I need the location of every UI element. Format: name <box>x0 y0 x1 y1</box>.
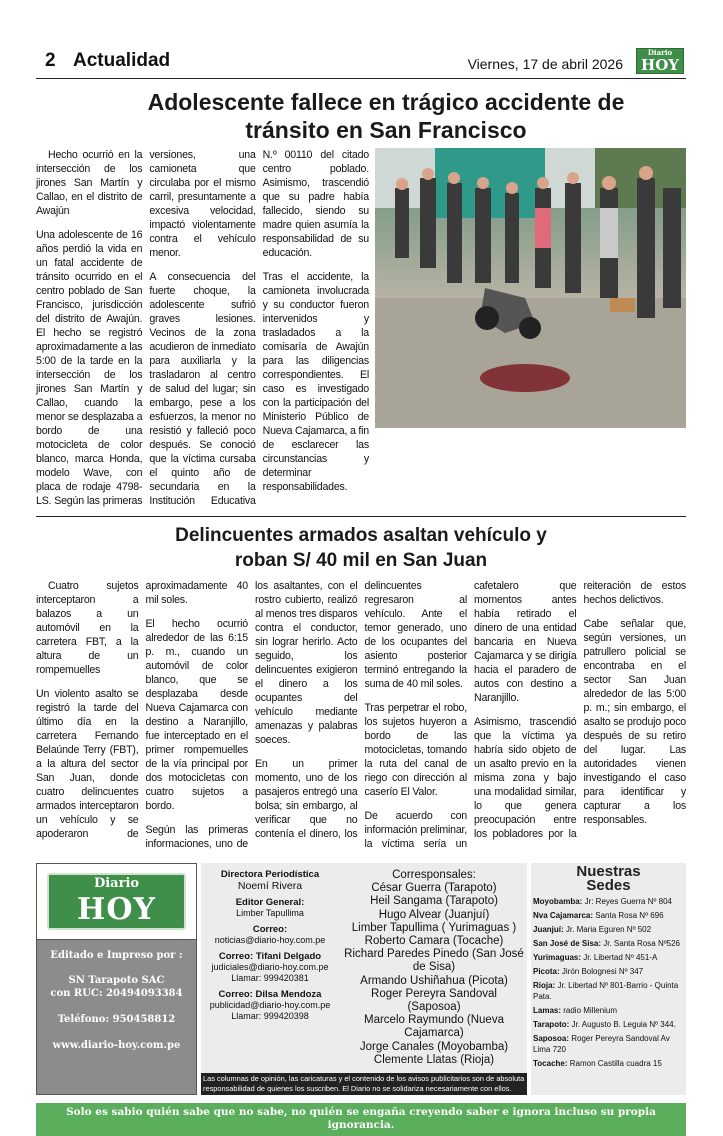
issue-date: Viernes, 17 de abril 2026 <box>467 56 623 72</box>
header-divider <box>36 78 686 79</box>
disclaimer: Las columnas de opinión, las caricaturas y el contenido de los avisos publicitarios son de absoluta responsabilidad de quienes los suscriben. El Diario no se solidariza necesariamente con ellos. <box>201 1073 527 1095</box>
section-title: Actualidad <box>73 50 171 71</box>
company-website[interactable]: www.diario-hoy.com.pe <box>52 1040 181 1051</box>
edited-label: Editado e Impreso por : <box>50 950 183 961</box>
editor-label: Editor General: <box>235 897 305 908</box>
correspondent-name: Limber Tapullima ( Yurimaguas ) <box>351 921 517 934</box>
correspondent-name: Jorge Canales (Moyobamba) <box>359 1040 509 1053</box>
sedes-title-1: Nuestras <box>576 863 641 880</box>
director-name: Noemí Rivera <box>237 880 303 892</box>
sede-city: Yurimaguas: <box>533 953 582 962</box>
article2-title: Delincuentes armados asaltan vehículo y roban S/ 40 mil en San Juan <box>175 525 547 571</box>
staff-list <box>201 869 339 1067</box>
sede-item <box>533 966 684 977</box>
article-lead: Cuatro sujetos interceptaron a balazos a un automóvil en la carretera FBT, a la altura de un rompemuelles <box>36 580 139 676</box>
correspondent-name: Roberto Camara (Tocache) <box>364 935 504 948</box>
article1-title: Adolescente fallece en trágico accidente de tránsito en San Francisco <box>147 89 625 143</box>
sede-city: Juanjuí: <box>533 925 564 934</box>
correspondent-name: Richard Paredes Pinedo (San José de Sisa) <box>344 948 524 974</box>
accident-photo <box>375 148 686 428</box>
sede-city: Saposoa: <box>533 1034 570 1043</box>
email-label: Correo: <box>252 924 288 935</box>
article-paragraph: A consecuencia del fuerte choque, la adolescente sufrió graves lesiones. Vecinos de la zona acudieron de inmediato para auxiliarla y la trasladaron al centro de salud del lugar; sin embargo, pese a los esfuerzos, la menor no resistió y falleció poco después. Se conoció que la víctima cursaba el quinto año de secundaria en la Institución Educativa N.º 00110 del citado centro poblado. Asimismo, trascendió que su padre había fallecido, siendo su madre quien asumía la responsabilidad de su educación. <box>149 149 369 507</box>
article-paragraph: Una adolescente de 16 años perdió la vida en un fatal accidente de tránsito ocurrido en el centro poblado de San Francisco, jurisdicción del distrito de Awajún. El hecho se registró aproximadamente a las 5:00 de la tarde en la intersección de los jirones San Martín y Callao, cuando la menor se desplazaba a bordo de una motocicleta de color blanco, marca Honda, modelo Wave, con placa de rodaje 4798-LS. Según las primeras versiones, una camioneta que circulaba por el mismo carril, presuntamente a excesiva velocidad, impactó violentamente contra el vehículo menor. <box>36 149 256 507</box>
masthead-logo <box>37 864 196 940</box>
sede-city: Rioja: <box>533 981 556 990</box>
sede-item <box>533 952 684 963</box>
article-paragraph: El hecho ocurrió alrededor de las 6:15 p. m., cuando un automóvil de color blanco, que se desplazaba desde Nueva Cajamarca con destino a Naranjillo, fue interceptado en el primer rompemuelles de la vía principal por dos motocicletas con cuatro sujetos a bordo. <box>145 618 248 812</box>
footer-boxes <box>36 863 686 1095</box>
masthead-logo-main: HOY <box>77 892 156 927</box>
header-logo-main: HOY <box>641 56 679 74</box>
sede-item <box>533 910 684 921</box>
sede-address: Jr. Santa Rosa Nº526 <box>601 939 680 948</box>
sede-item <box>533 1033 684 1055</box>
header-logo-top: Diario <box>647 48 673 57</box>
editor-name: Limber Tapullima <box>236 908 304 918</box>
sedes-list <box>533 896 684 1069</box>
sede-item <box>533 924 684 935</box>
page-content <box>36 88 686 1136</box>
article-paragraph: Tras perpetrar el robo, los sujetos huyeron a bordo de las motocicletas, tomando la ruta del canal de riego con dirección al caserío El Valor. <box>364 702 467 798</box>
correspondent-name: Armando Ushiñahua (Picota) <box>360 974 508 987</box>
header-logo <box>636 48 684 74</box>
sede-address: Ramon Castilla cuadra 15 <box>567 1059 662 1068</box>
director-label: Directora Periodística <box>220 869 320 880</box>
sede-address: Jr. Maria Eguren Nº 502 <box>563 925 652 934</box>
correspondent-name: César Guerra (Tarapoto) <box>371 882 497 895</box>
sede-city: San José de Sisa: <box>533 939 602 948</box>
page-number: 2 <box>45 50 56 71</box>
company-phone: Teléfono: 950458812 <box>57 1014 176 1025</box>
correspondent-name: Clemente Llatas (Rioja) <box>373 1053 495 1066</box>
sedes-title-2: Sedes <box>586 877 631 894</box>
sede-item <box>533 938 684 949</box>
sede-item <box>533 1005 684 1016</box>
article-paragraph: Un violento asalto se registró la tarde del último día en la carretera Fernando Belaúnde Terry (FBT), a la altura del sector San Juan, donde cuatro delincuentes armados interceptaron un vehículo y se apoderaron de aproximadamente 40 mil soles. <box>36 580 248 840</box>
article-paragraph: Tras el accidente, la camioneta involucrada y su conductor fueron intervenidos y trasladados a la comisaría de Awajún para las diligencias correspondientes. El caso es investigado con la participación del Ministerio Público de Nueva Cajamarca, a fin de esclarecer las circunstancias y determinar responsabilidades. <box>262 271 369 493</box>
sede-item <box>533 980 684 1002</box>
article2-body <box>36 579 686 851</box>
phone-judicial: Llamar: 999420381 <box>231 973 309 983</box>
sede-city: Picota: <box>533 967 560 976</box>
email-news[interactable]: noticias@diario-hoy.com.pe <box>214 935 326 945</box>
sede-city: Lamas: <box>533 1006 562 1015</box>
sede-address: Jr. Libertad Nº 451-A <box>581 953 658 962</box>
company-name: SN Tarapoto SAC <box>68 975 165 986</box>
article-paragraph: De acuerdo con información preliminar, la víctima sería un cafetalero que momentos antes había retirado el dinero de una entidad bancaria en Nueva Cajamarca y se dirigía hacia el paradero de autos con destino a Naranjillo. <box>364 580 577 850</box>
sede-city: Tarapoto: <box>533 1020 570 1029</box>
correspondent-name: Hugo Alvear (Juanjuí) <box>378 908 490 921</box>
article-lead: Hecho ocurrió en la intersección de los jirones San Martín y Callao, en el distrito de Awajún <box>36 149 143 217</box>
sede-city: Nva Cajamarca: <box>533 911 594 920</box>
sede-address: radio Millenium <box>561 1006 618 1015</box>
sede-address: Jr: Reyes Guerra Nº 804 <box>582 897 672 906</box>
email-judicial[interactable]: judiciales@diario-hoy.com.pe <box>211 962 329 972</box>
article-paragraph: Asimismo, trascendió que la víctima ya habría sido objeto de un asalto previo en la misma zona y bajo una modalidad similar, lo que genera preocupación entre los pobladores por la reiteración de estos hechos delictivos. <box>474 580 686 840</box>
section-divider <box>36 516 686 517</box>
correspondents <box>343 869 525 1067</box>
sede-address: Roger Pereyra Sandoval Av Lima 720 <box>533 1034 670 1054</box>
sede-item <box>533 1019 684 1030</box>
article1 <box>36 148 686 508</box>
sede-item <box>533 896 684 907</box>
correspondents-list <box>343 882 525 1067</box>
sede-address: Jr. Augusto B. Leguia Nº 344. <box>569 1020 676 1029</box>
correspondent-name: Marcelo Raymundo (Nueva Cajamarca) <box>364 1014 504 1040</box>
staff-box <box>201 863 527 1095</box>
correspondent-name: Heil Sangama (Tarapoto) <box>370 895 498 908</box>
sede-city: Moyobamba: <box>533 897 583 906</box>
sede-city: Tocache: <box>533 1059 568 1068</box>
sede-address: Jr. Libertad Nº 801-Barrio - Quinta Pata. <box>533 981 679 1001</box>
article-paragraph: Cabe señalar que, según versiones, un patrullero policial se encontraba en el sector San Juan alrededor de las 5:00 p. m.; sin embargo, el asalto se produjo poco después de su retiro del lugar. Las autoridades vienen investigando el caso para identificar y capturar a los responsables. <box>583 618 686 826</box>
correspondent-name: Roger Pereyra Sandoval (Saposoa) <box>371 987 497 1014</box>
masthead-box <box>36 863 197 1095</box>
sedes-box <box>531 863 686 1095</box>
article1-body <box>36 148 369 508</box>
footer-quote: Solo es sabio quién sabe que no sabe, no quién se engaña creyendo saber e ignora incluso su propia ignorancia. <box>36 1103 686 1136</box>
sede-address: Santa Rosa Nº 696 <box>593 911 664 920</box>
masthead-logo-top: Diario <box>93 876 140 891</box>
phone-ads: Llamar: 999420398 <box>231 1011 309 1021</box>
correspondents-label: Corresponsales: <box>392 869 476 881</box>
sede-item <box>533 1058 684 1069</box>
article-paragraph: En un primer momento, uno de los pasajeros entregó una bolsa; sin embargo, al verificar que no contenía el dinero, los delincuentes regresaron al vehículo. Ante el temor generado, uno de los ocupantes del asiento posterior terminó entregando la suma de 40 mil soles. <box>255 580 467 840</box>
article-paragraph: Según las primeras informaciones, uno de los asaltantes, con el rostro cubierto, realizó al menos tres disparos contra el conductor, sin lograr herirlo. Acto seguido, los delincuentes exigieron el dinero a los ocupantes del vehículo mediante amenazas y palabras soeces. <box>145 580 358 850</box>
sede-address: Jirón Bolognesi Nº 347 <box>559 967 644 976</box>
email3-label: Correo: Dilsa Mendoza <box>218 989 322 1000</box>
company-ruc: con RUC: 20494093384 <box>50 988 183 999</box>
email2-label: Correo: Tifani Delgado <box>218 951 322 962</box>
email-ads[interactable]: publicidad@diario-hoy.com.pe <box>209 1000 331 1010</box>
